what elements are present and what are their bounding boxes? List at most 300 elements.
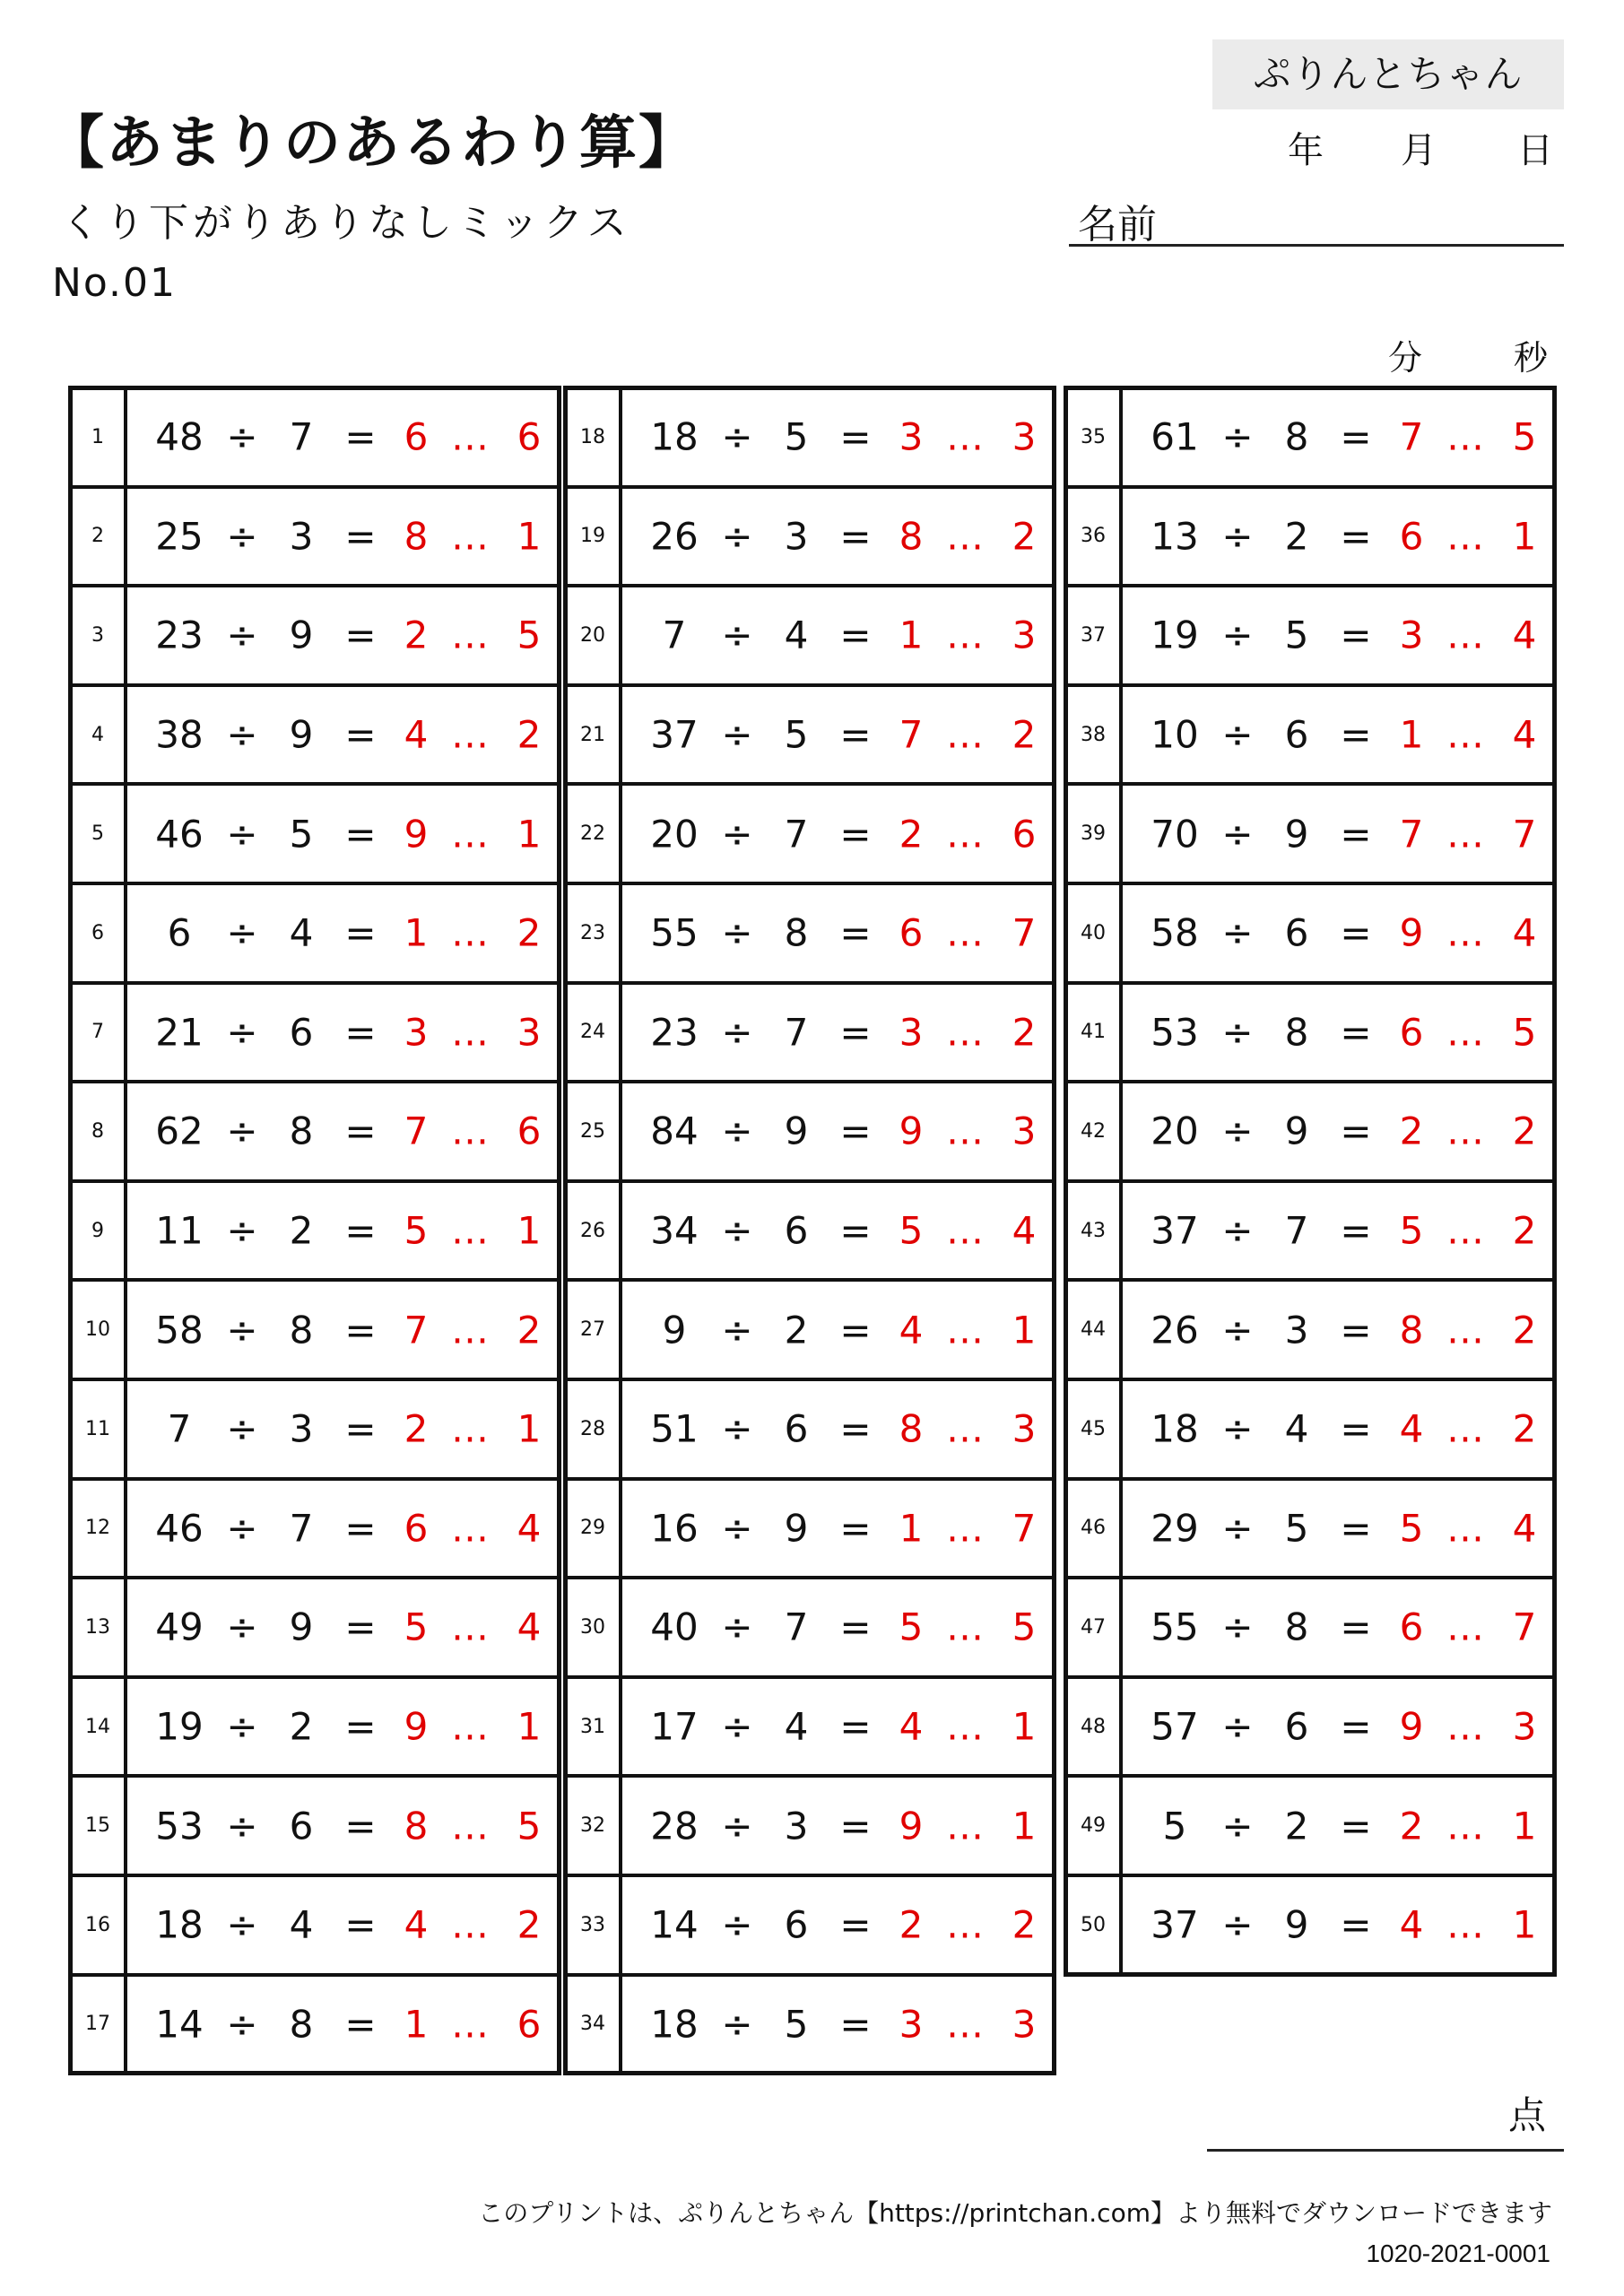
quotient-answer: 4 — [1399, 1406, 1424, 1451]
dividend: 40 — [650, 1605, 699, 1649]
remainder-dots: … — [451, 1804, 489, 1848]
problem-equation — [126, 1776, 560, 1875]
problem-equation — [1121, 1875, 1555, 1975]
remainder-answer: 3 — [1012, 1406, 1037, 1451]
problem-equation — [126, 883, 560, 983]
dividend: 19 — [1151, 613, 1199, 657]
divide-sign: ÷ — [721, 414, 753, 459]
equals-sign: = — [1340, 1406, 1372, 1451]
equals-sign: = — [839, 1208, 872, 1253]
problem-equation — [621, 983, 1055, 1083]
divisor: 7 — [289, 414, 314, 459]
remainder-answer: 3 — [1012, 1109, 1037, 1153]
divisor: 8 — [289, 2002, 314, 2047]
dividend: 61 — [1151, 414, 1199, 459]
equals-sign: = — [839, 812, 872, 857]
remainder-answer: 1 — [517, 1406, 542, 1451]
equals-sign: = — [1340, 1208, 1372, 1253]
divide-sign: ÷ — [721, 514, 753, 559]
remainder-dots: … — [1446, 1308, 1484, 1352]
remainder-dots: … — [451, 1704, 489, 1749]
quotient-answer: 8 — [1399, 1308, 1424, 1352]
problem-equation — [1121, 883, 1555, 983]
divisor: 8 — [289, 1109, 314, 1153]
divisor: 6 — [289, 1010, 314, 1055]
problem-number: 30 — [565, 1578, 621, 1677]
problem-number: 29 — [565, 1479, 621, 1578]
remainder-dots: … — [451, 812, 489, 857]
remainder-answer: 2 — [517, 1902, 542, 1947]
remainder-dots: … — [1446, 1804, 1484, 1848]
divide-sign: ÷ — [226, 414, 258, 459]
remainder-dots: … — [451, 514, 489, 559]
divisor: 4 — [784, 1704, 809, 1749]
problem-number: 9 — [70, 1181, 126, 1281]
divide-sign: ÷ — [721, 1704, 753, 1749]
equals-sign: = — [344, 712, 377, 757]
equals-sign: = — [1340, 414, 1372, 459]
quotient-answer: 9 — [899, 1109, 924, 1153]
divisor: 3 — [1284, 1308, 1309, 1352]
remainder-dots: … — [946, 812, 984, 857]
quotient-answer: 5 — [899, 1605, 924, 1649]
equals-sign: = — [839, 1605, 872, 1649]
divide-sign: ÷ — [226, 812, 258, 857]
remainder-dots: … — [1446, 1605, 1484, 1649]
quotient-answer: 8 — [899, 1406, 924, 1451]
dividend: 53 — [155, 1804, 204, 1848]
problem-number: 32 — [565, 1776, 621, 1875]
equals-sign: = — [344, 1902, 377, 1947]
remainder-answer: 4 — [1512, 613, 1537, 657]
remainder-dots: … — [451, 1605, 489, 1649]
date-day-label: 日 — [1517, 130, 1553, 171]
divide-sign: ÷ — [1221, 1506, 1254, 1551]
name-underline[interactable] — [1069, 244, 1564, 247]
equals-sign: = — [1340, 1902, 1372, 1947]
equals-sign: = — [839, 712, 872, 757]
divisor: 5 — [784, 2002, 809, 2047]
remainder-dots: … — [946, 1208, 984, 1253]
quotient-answer: 6 — [404, 414, 429, 459]
quotient-answer: 6 — [899, 910, 924, 955]
quotient-answer: 5 — [1399, 1506, 1424, 1551]
remainder-dots: … — [451, 1208, 489, 1253]
remainder-dots: … — [946, 414, 984, 459]
divisor: 9 — [289, 613, 314, 657]
remainder-answer: 4 — [1512, 1506, 1537, 1551]
divisor: 2 — [289, 1704, 314, 1749]
problem-equation — [1121, 1280, 1555, 1379]
problem-number: 18 — [565, 387, 621, 487]
remainder-dots: … — [1446, 1109, 1484, 1153]
problem-number: 46 — [1065, 1479, 1121, 1578]
problem-number: 23 — [565, 883, 621, 983]
remainder-answer: 5 — [1512, 1010, 1537, 1055]
dividend: 37 — [650, 712, 699, 757]
problem-number: 42 — [1065, 1082, 1121, 1181]
equals-sign: = — [839, 910, 872, 955]
divisor: 7 — [784, 1010, 809, 1055]
divide-sign: ÷ — [1221, 1109, 1254, 1153]
divide-sign: ÷ — [721, 812, 753, 857]
page-subtitle: くり下がりありなしミックス — [61, 200, 631, 246]
divisor: 5 — [1284, 1506, 1309, 1551]
remainder-answer: 2 — [1012, 712, 1037, 757]
divide-sign: ÷ — [721, 1109, 753, 1153]
remainder-answer: 1 — [517, 1208, 542, 1253]
problem-number: 35 — [1065, 387, 1121, 487]
divisor: 4 — [289, 1902, 314, 1947]
divisor: 6 — [1284, 1704, 1309, 1749]
remainder-answer: 2 — [1512, 1109, 1537, 1153]
problem-number: 44 — [1065, 1280, 1121, 1379]
divide-sign: ÷ — [721, 910, 753, 955]
remainder-dots: … — [946, 1902, 984, 1947]
remainder-answer: 1 — [1512, 1804, 1537, 1848]
problem-number: 24 — [565, 983, 621, 1083]
problem-equation — [621, 1479, 1055, 1578]
quotient-answer: 5 — [1399, 1208, 1424, 1253]
equals-sign: = — [1340, 1605, 1372, 1649]
problem-grid — [70, 387, 1562, 2074]
problem-equation — [126, 1181, 560, 1281]
problem-number: 8 — [70, 1082, 126, 1181]
divisor: 4 — [1284, 1406, 1309, 1451]
quotient-answer: 1 — [899, 1506, 924, 1551]
quotient-answer: 2 — [404, 613, 429, 657]
problem-number: 3 — [70, 586, 126, 685]
quotient-answer: 4 — [404, 712, 429, 757]
equals-sign: = — [344, 1506, 377, 1551]
dividend: 13 — [1151, 514, 1199, 559]
divisor: 8 — [289, 1308, 314, 1352]
score-underline[interactable] — [1207, 2149, 1564, 2152]
equals-sign: = — [839, 1704, 872, 1749]
problem-equation — [126, 1677, 560, 1777]
dividend: 14 — [650, 1902, 699, 1947]
divide-sign: ÷ — [1221, 414, 1254, 459]
problem-equation — [1121, 685, 1555, 785]
remainder-answer: 2 — [1512, 1208, 1537, 1253]
remainder-answer: 7 — [1012, 1506, 1037, 1551]
score-label: 点 — [1508, 2093, 1547, 2137]
dividend: 26 — [650, 514, 699, 559]
remainder-answer: 1 — [1512, 514, 1537, 559]
quotient-answer: 5 — [899, 1208, 924, 1253]
remainder-dots: … — [1446, 1704, 1484, 1749]
divisor: 9 — [1284, 812, 1309, 857]
quotient-answer: 8 — [404, 514, 429, 559]
equals-sign: = — [344, 812, 377, 857]
quotient-answer: 2 — [1399, 1804, 1424, 1848]
quotient-answer: 3 — [899, 1010, 924, 1055]
equals-sign: = — [1340, 1506, 1372, 1551]
dividend: 62 — [155, 1109, 204, 1153]
remainder-answer: 6 — [517, 2002, 542, 2047]
quotient-answer: 9 — [404, 812, 429, 857]
remainder-dots: … — [451, 613, 489, 657]
remainder-dots: … — [1446, 812, 1484, 857]
remainder-answer: 7 — [1012, 910, 1037, 955]
quotient-answer: 3 — [899, 414, 924, 459]
problem-number: 37 — [1065, 586, 1121, 685]
remainder-dots: … — [451, 1902, 489, 1947]
quotient-answer: 4 — [899, 1308, 924, 1352]
dividend: 51 — [650, 1406, 699, 1451]
problem-equation — [621, 487, 1055, 587]
divisor: 8 — [1284, 1010, 1309, 1055]
dividend: 7 — [167, 1406, 192, 1451]
name-label: 名前 — [1078, 202, 1157, 248]
dividend: 70 — [1151, 812, 1199, 857]
remainder-answer: 2 — [1012, 514, 1037, 559]
dividend: 34 — [650, 1208, 699, 1253]
quotient-answer: 9 — [404, 1704, 429, 1749]
quotient-answer: 6 — [1399, 514, 1424, 559]
problem-number: 4 — [70, 685, 126, 785]
divide-sign: ÷ — [1221, 514, 1254, 559]
divisor: 7 — [289, 1506, 314, 1551]
remainder-answer: 2 — [1512, 1308, 1537, 1352]
divisor: 6 — [784, 1902, 809, 1947]
dividend: 53 — [1151, 1010, 1199, 1055]
problem-number: 40 — [1065, 883, 1121, 983]
remainder-dots: … — [1446, 514, 1484, 559]
remainder-dots: … — [1446, 910, 1484, 955]
problem-number: 13 — [70, 1578, 126, 1677]
date-year-label: 年 — [1288, 130, 1324, 171]
problem-equation — [1121, 1479, 1555, 1578]
remainder-answer: 4 — [517, 1506, 542, 1551]
remainder-dots: … — [946, 1406, 984, 1451]
divide-sign: ÷ — [1221, 1308, 1254, 1352]
divisor: 8 — [1284, 414, 1309, 459]
problem-number: 14 — [70, 1677, 126, 1777]
problem-equation — [126, 1578, 560, 1677]
divide-sign: ÷ — [226, 1308, 258, 1352]
divide-sign: ÷ — [226, 514, 258, 559]
problem-equation — [621, 1082, 1055, 1181]
equals-sign: = — [344, 1406, 377, 1451]
equals-sign: = — [839, 1804, 872, 1848]
quotient-answer: 8 — [899, 514, 924, 559]
remainder-dots: … — [451, 1506, 489, 1551]
dividend: 84 — [650, 1109, 699, 1153]
divide-sign: ÷ — [721, 2002, 753, 2047]
problem-equation — [126, 487, 560, 587]
dividend: 20 — [1151, 1109, 1199, 1153]
divide-sign: ÷ — [226, 1406, 258, 1451]
remainder-answer: 3 — [1012, 613, 1037, 657]
equals-sign: = — [344, 1804, 377, 1848]
remainder-answer: 4 — [1512, 910, 1537, 955]
problem-equation — [621, 1578, 1055, 1677]
divisor: 6 — [1284, 712, 1309, 757]
divide-sign: ÷ — [1221, 712, 1254, 757]
divisor: 6 — [784, 1406, 809, 1451]
problem-equation — [1121, 586, 1555, 685]
remainder-answer: 1 — [1512, 1902, 1537, 1947]
problem-equation — [621, 1875, 1055, 1975]
remainder-dots: … — [451, 1010, 489, 1055]
divide-sign: ÷ — [721, 1010, 753, 1055]
problem-number: 10 — [70, 1280, 126, 1379]
remainder-dots: … — [946, 1704, 984, 1749]
brand-badge: ぷりんとちゃん — [1212, 39, 1564, 109]
divide-sign: ÷ — [226, 1605, 258, 1649]
divisor: 2 — [289, 1208, 314, 1253]
divisor: 5 — [1284, 613, 1309, 657]
equals-sign: = — [1340, 1010, 1372, 1055]
quotient-answer: 1 — [404, 2002, 429, 2047]
problem-equation — [1121, 1677, 1555, 1777]
problem-equation — [1121, 1379, 1555, 1479]
remainder-answer: 5 — [1512, 414, 1537, 459]
remainder-answer: 7 — [1512, 812, 1537, 857]
divide-sign: ÷ — [226, 1208, 258, 1253]
problem-number: 11 — [70, 1379, 126, 1479]
quotient-answer: 4 — [404, 1902, 429, 1947]
remainder-dots: … — [946, 910, 984, 955]
problem-equation — [621, 1379, 1055, 1479]
remainder-dots: … — [946, 1804, 984, 1848]
divide-sign: ÷ — [721, 1506, 753, 1551]
equals-sign: = — [344, 1109, 377, 1153]
quotient-answer: 1 — [1399, 712, 1424, 757]
problem-number: 36 — [1065, 487, 1121, 587]
divisor: 3 — [784, 514, 809, 559]
dividend: 14 — [155, 2002, 204, 2047]
problem-equation — [1121, 387, 1555, 487]
problem-equation — [1121, 1776, 1555, 1875]
remainder-dots: … — [451, 2002, 489, 2047]
divisor: 6 — [289, 1804, 314, 1848]
equals-sign: = — [344, 1010, 377, 1055]
problem-number: 7 — [70, 983, 126, 1083]
problem-number: 22 — [565, 784, 621, 883]
remainder-answer: 1 — [1012, 1804, 1037, 1848]
remainder-dots: … — [946, 514, 984, 559]
divide-sign: ÷ — [721, 1406, 753, 1451]
problem-number: 45 — [1065, 1379, 1121, 1479]
divide-sign: ÷ — [226, 1902, 258, 1947]
divide-sign: ÷ — [1221, 1406, 1254, 1451]
divide-sign: ÷ — [1221, 910, 1254, 955]
problem-number: 43 — [1065, 1181, 1121, 1281]
dividend: 23 — [155, 613, 204, 657]
equals-sign: = — [1340, 910, 1372, 955]
remainder-answer: 2 — [1012, 1010, 1037, 1055]
problem-number: 49 — [1065, 1776, 1121, 1875]
divide-sign: ÷ — [721, 712, 753, 757]
remainder-dots: … — [451, 414, 489, 459]
divisor: 9 — [289, 1605, 314, 1649]
problem-equation — [621, 883, 1055, 983]
equals-sign: = — [344, 613, 377, 657]
quotient-answer: 4 — [899, 1704, 924, 1749]
problem-equation — [126, 1875, 560, 1975]
equals-sign: = — [839, 2002, 872, 2047]
problem-equation — [621, 1677, 1055, 1777]
remainder-dots: … — [1446, 1208, 1484, 1253]
dividend: 5 — [1162, 1804, 1187, 1848]
remainder-answer: 4 — [1012, 1208, 1037, 1253]
page-title: 【あまりのあるわり算】 — [47, 110, 698, 177]
remainder-answer: 6 — [517, 414, 542, 459]
quotient-answer: 2 — [1399, 1109, 1424, 1153]
divisor: 2 — [1284, 514, 1309, 559]
remainder-answer: 2 — [1012, 1902, 1037, 1947]
date-month-label: 月 — [1401, 130, 1437, 171]
equals-sign: = — [344, 910, 377, 955]
divisor: 4 — [784, 613, 809, 657]
quotient-answer: 8 — [404, 1804, 429, 1848]
time-seconds-label: 秒 — [1514, 338, 1549, 378]
divide-sign: ÷ — [721, 1208, 753, 1253]
divide-sign: ÷ — [226, 712, 258, 757]
remainder-dots: … — [1446, 1506, 1484, 1551]
equals-sign: = — [344, 514, 377, 559]
quotient-answer: 1 — [899, 613, 924, 657]
remainder-dots: … — [1446, 1010, 1484, 1055]
problem-number: 33 — [565, 1875, 621, 1975]
problem-equation — [126, 1082, 560, 1181]
problem-equation — [1121, 1181, 1555, 1281]
remainder-answer: 3 — [1012, 2002, 1037, 2047]
divisor: 8 — [1284, 1605, 1309, 1649]
remainder-answer: 2 — [517, 712, 542, 757]
remainder-answer: 2 — [517, 910, 542, 955]
remainder-dots: … — [451, 712, 489, 757]
divide-sign: ÷ — [226, 613, 258, 657]
remainder-answer: 3 — [1012, 414, 1037, 459]
dividend: 6 — [167, 910, 192, 955]
problem-equation — [621, 685, 1055, 785]
divisor: 3 — [289, 1406, 314, 1451]
remainder-dots: … — [1446, 613, 1484, 657]
divide-sign: ÷ — [226, 1506, 258, 1551]
divisor: 3 — [289, 514, 314, 559]
problem-number: 6 — [70, 883, 126, 983]
dividend: 16 — [650, 1506, 699, 1551]
problem-equation — [1121, 487, 1555, 587]
remainder-dots: … — [946, 613, 984, 657]
divide-sign: ÷ — [226, 1804, 258, 1848]
divisor: 9 — [1284, 1109, 1309, 1153]
time-minutes-label: 分 — [1388, 338, 1423, 378]
remainder-dots: … — [946, 1506, 984, 1551]
remainder-dots: … — [946, 1010, 984, 1055]
divisor: 3 — [784, 1804, 809, 1848]
equals-sign: = — [839, 414, 872, 459]
remainder-dots: … — [1446, 1406, 1484, 1451]
problem-number: 25 — [565, 1082, 621, 1181]
quotient-answer: 4 — [1399, 1902, 1424, 1947]
equals-sign: = — [839, 1010, 872, 1055]
problem-number: 12 — [70, 1479, 126, 1578]
divisor: 6 — [1284, 910, 1309, 955]
divide-sign: ÷ — [226, 2002, 258, 2047]
problem-equation — [126, 387, 560, 487]
remainder-dots: … — [946, 1308, 984, 1352]
problem-equation — [621, 1181, 1055, 1281]
divisor: 9 — [1284, 1902, 1309, 1947]
quotient-answer: 7 — [404, 1308, 429, 1352]
problem-number: 1 — [70, 387, 126, 487]
equals-sign: = — [344, 1605, 377, 1649]
remainder-dots: … — [451, 910, 489, 955]
